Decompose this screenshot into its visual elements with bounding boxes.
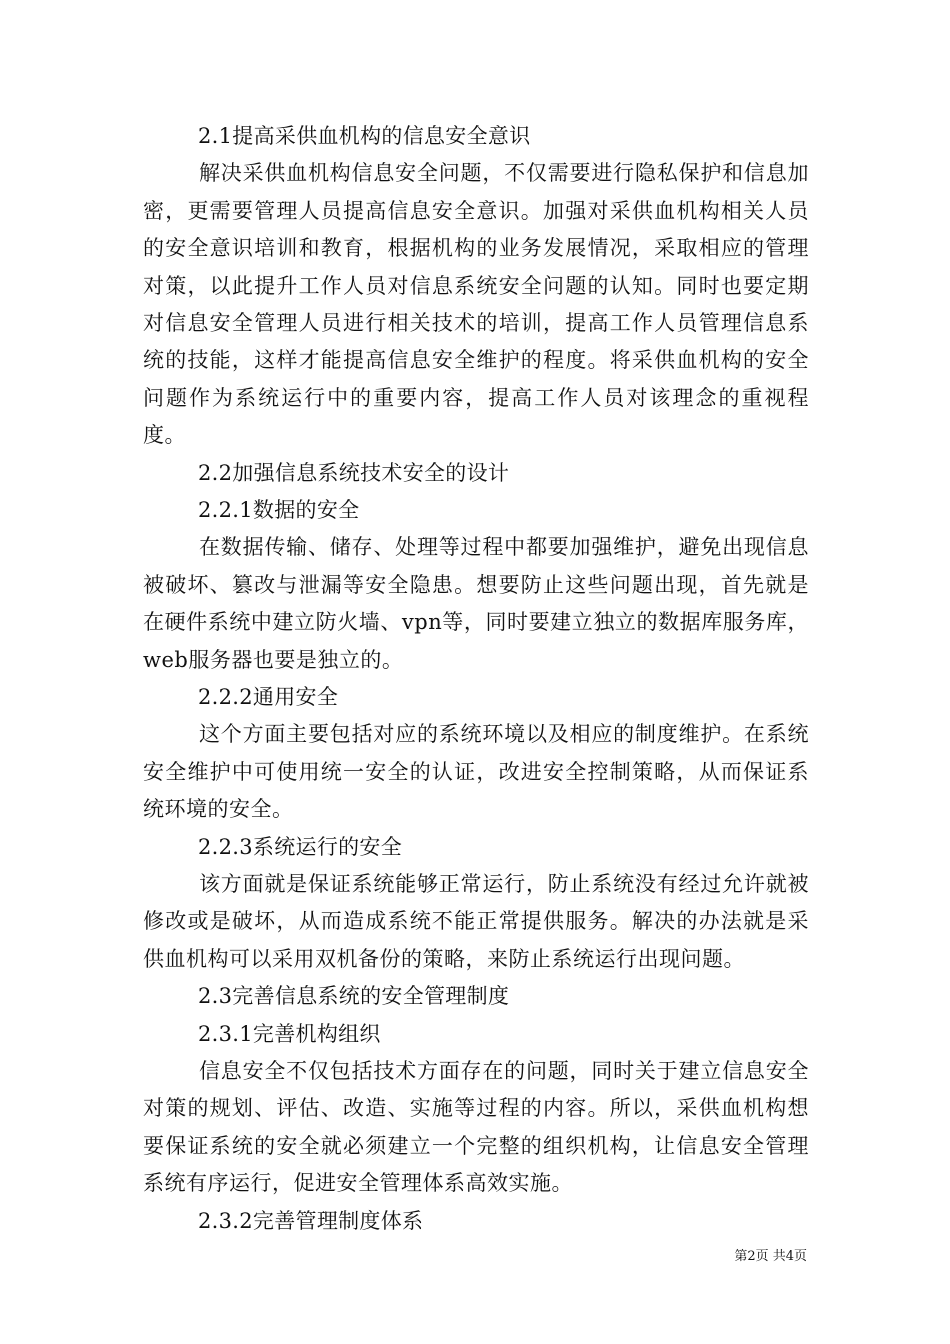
subsection-heading: 2.2.2通用安全 — [198, 685, 339, 710]
body-paragraph: 解决采供血机构信息安全问题，不仅需要进行隐私保护和信息加密，更需要管理人员提高信息安全意识。加强对采供血机构相关人员的安全意识培训和教育，根据机构的业务发展情况，采取相应的管理对策，以此提升工作人员对信息系统安全问题的认知。同时也要定期对信息安全管理人员进行相关技术的培训，提高工作人员管理信息系统的技能，这样才能提高信息安全维护的程度。将采供血机构的安全问题作为系统运行中的重要内容，提高工作人员对该理念的重视程度。 — [143, 161, 809, 448]
subsection-heading: 2.2.1数据的安全 — [198, 498, 360, 523]
subsection-heading: 2.3.2完善管理制度体系 — [198, 1208, 424, 1233]
page-number-footer: 第2页 共4页 — [734, 1249, 807, 1264]
subsection-heading: 2.3.1完善机构组织 — [198, 1021, 381, 1046]
body-paragraph: 这个方面主要包括对应的系统环境以及相应的制度维护。在系统安全维护中可使用统一安全的认证，改进安全控制策略，从而保证系统环境的安全。 — [143, 722, 809, 822]
body-paragraph: 该方面就是保证系统能够正常运行，防止系统没有经过允许就被修改或是破坏，从而造成系统不能正常提供服务。解决的办法就是采供血机构可以采用双机备份的策略，来防止系统运行出现问题。 — [143, 872, 809, 971]
section-heading: 2.1提高采供血机构的信息安全意识 — [198, 124, 531, 148]
body-paragraph: 信息安全不仅包括技术方面存在的问题，同时关于建立信息安全对策的规划、评估、改造、实施等过程的内容。所以，采供血机构想要保证系统的安全就必须建立一个完整的组织机构，让信息安全管理系统有序运行，促进安全管理体系高效实施。 — [143, 1059, 809, 1196]
subsection-heading: 2.2.3系统运行的安全 — [198, 834, 403, 859]
section-heading: 2.2加强信息系统技术安全的设计 — [198, 460, 510, 485]
body-paragraph: 在数据传输、储存、处理等过程中都要加强维护，避免出现信息被破坏、篡改与泄漏等安全隐患。想要防止这些问题出现，首先就是在硬件系统中建立防火墙、vpn等，同时要建立独立的数据库服务库，web服务器也要是独立的。 — [143, 535, 809, 672]
section-heading: 2.3完善信息系统的安全管理制度 — [198, 984, 510, 1009]
document-body — [143, 118, 809, 1240]
